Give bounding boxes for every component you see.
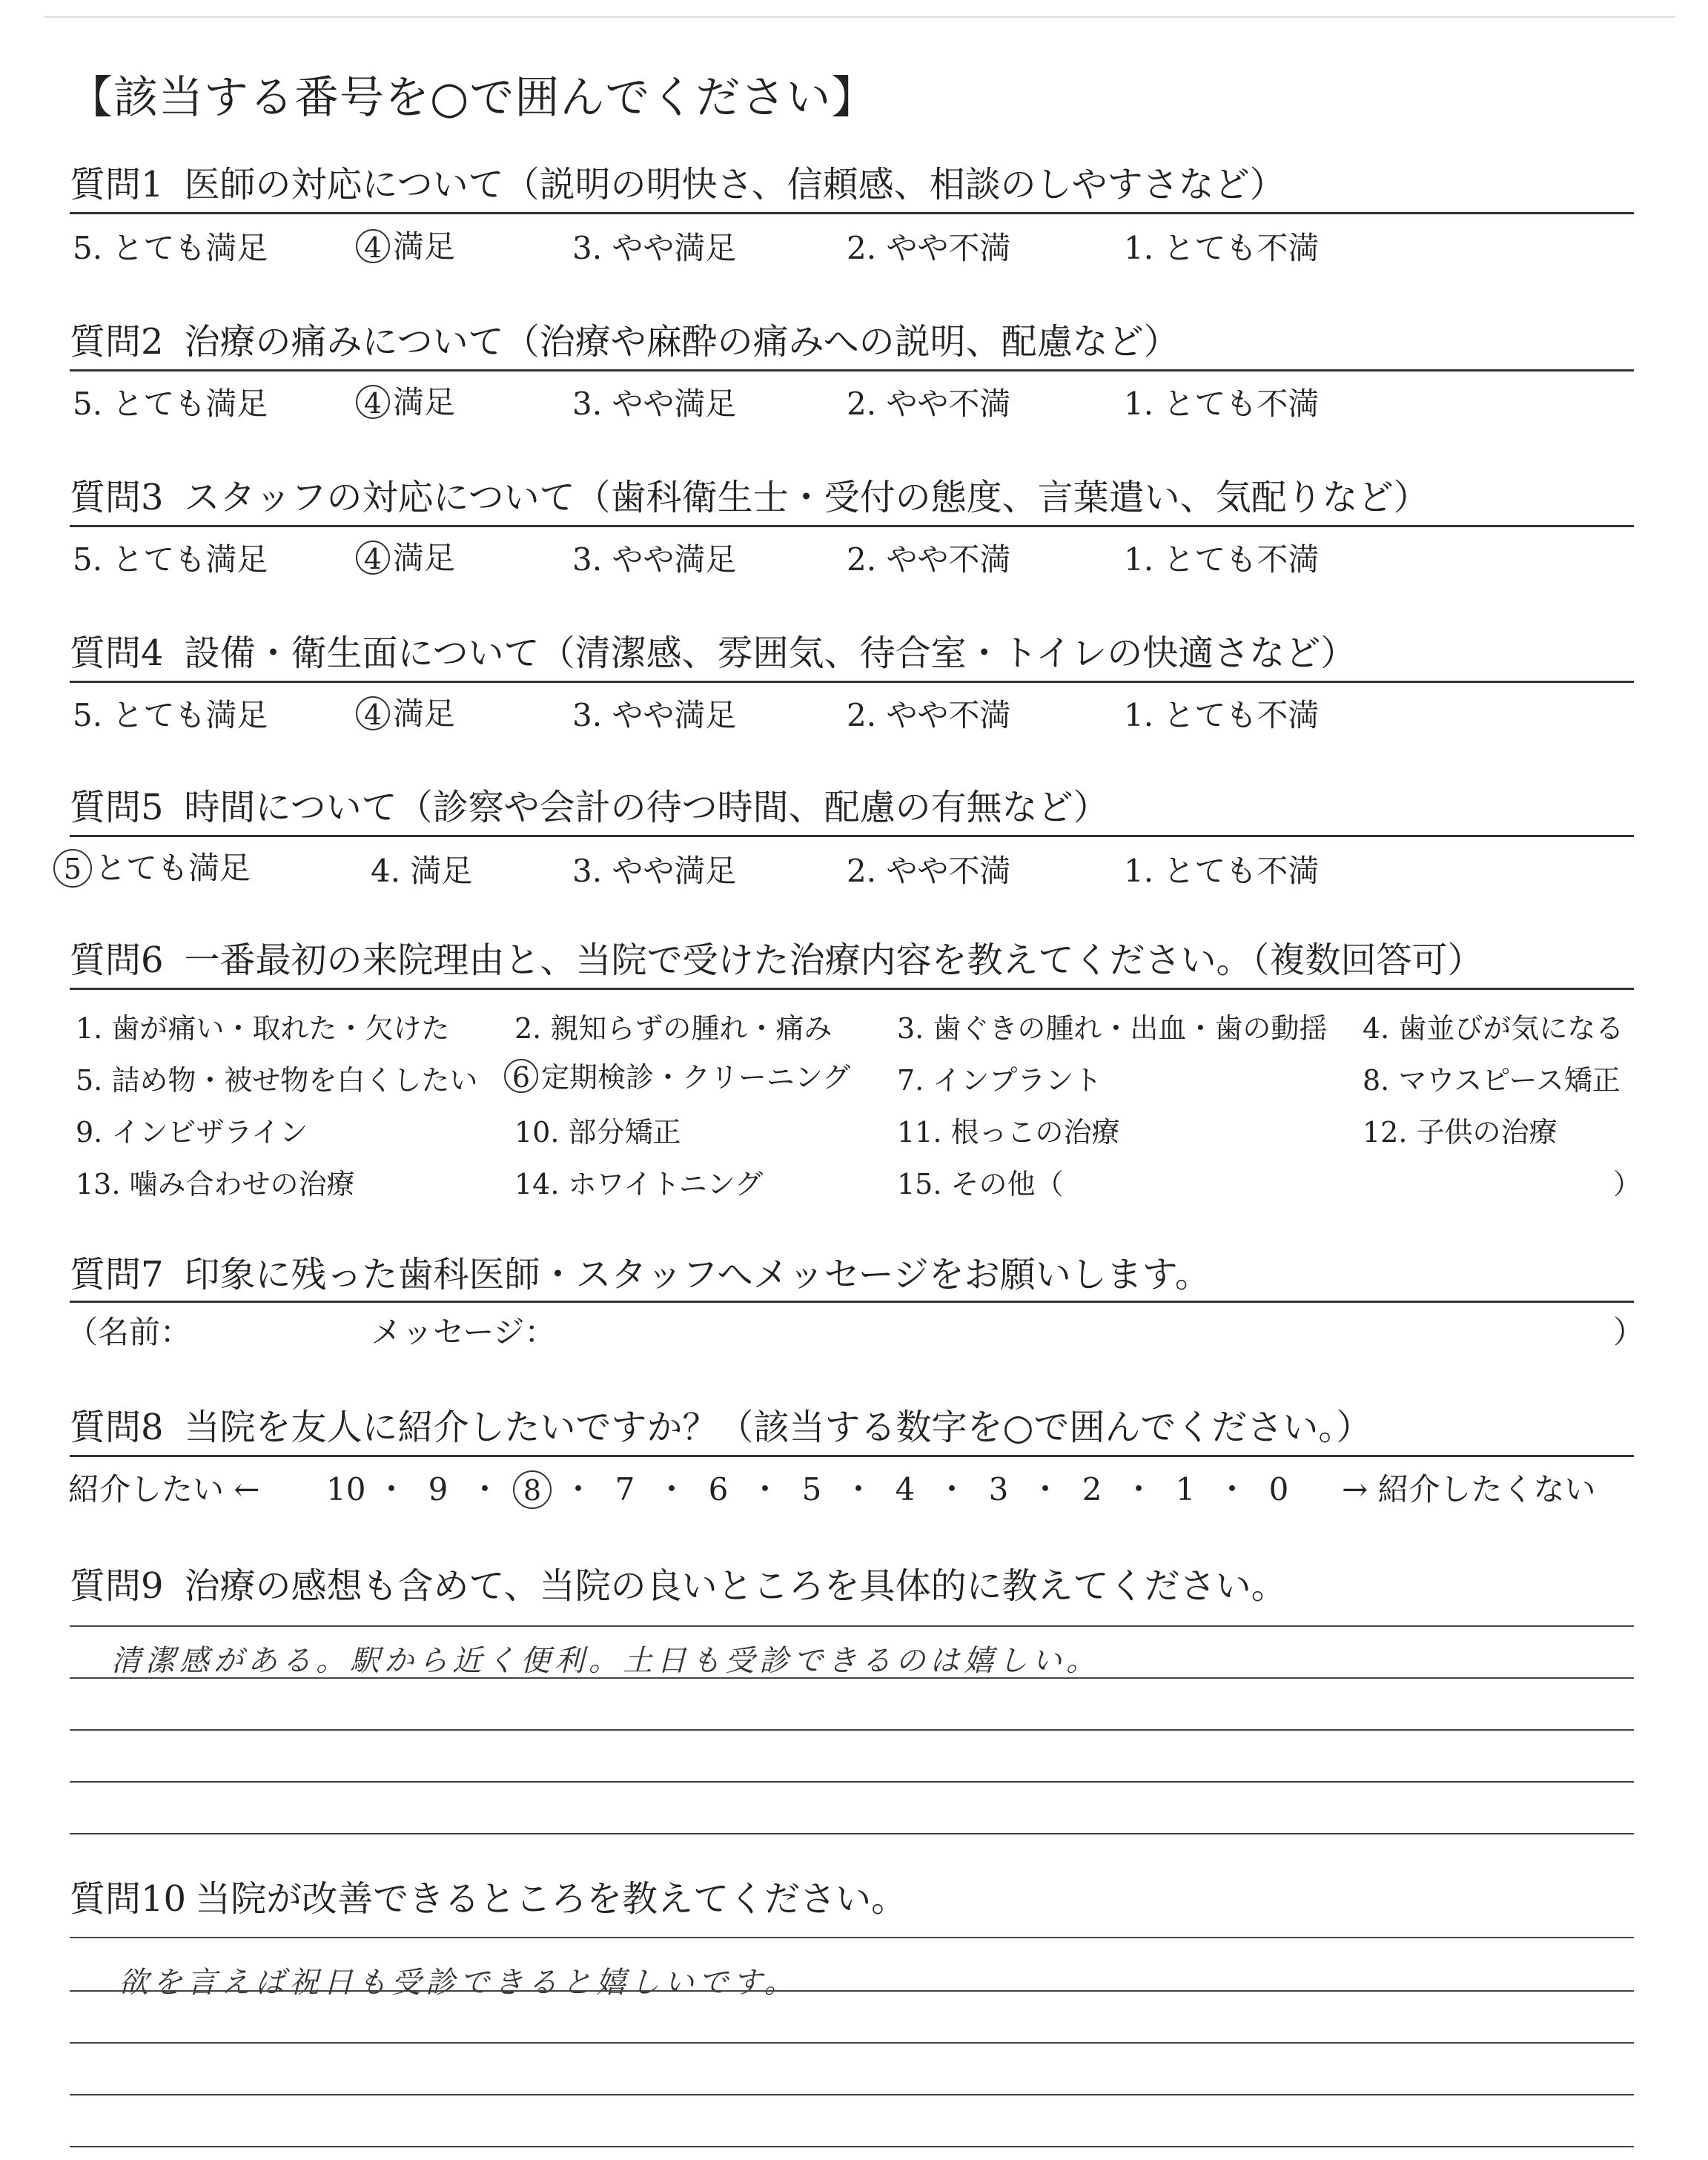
option-label: 定期検診・クリーニング (541, 1061, 851, 1094)
scale-option-10[interactable]: 10 (326, 1471, 366, 1507)
option-1[interactable]: 1. とても不満 (1124, 697, 1320, 733)
option-1[interactable]: 1. とても不満 (1124, 853, 1320, 889)
question-text: 医師の対応について（説明の明快さ、信頼感、相談のしやすさなど） (184, 164, 1285, 205)
question-text: 時間について（診察や会計の待つ時間、配慮の有無など） (184, 787, 1109, 828)
scale-right-label: → 紹介したくない (1342, 1471, 1596, 1507)
question-number: 質問4 (70, 633, 164, 674)
scale-option-2[interactable]: 2 (1082, 1471, 1102, 1507)
answer-line (70, 1833, 1634, 1834)
question-8 (70, 1406, 1634, 1449)
question-text: 一番最初の来院理由と、当院で受けた治療内容を教えてください。（複数回答可） (184, 939, 1483, 981)
question-3 (70, 476, 1634, 519)
checkbox-item-6-selected[interactable] (504, 1054, 850, 1095)
option-4[interactable]: 4. 満足 (371, 853, 473, 889)
option-2[interactable]: 2. やや不満 (847, 230, 1011, 266)
option-label: 満足 (393, 384, 456, 420)
checkbox-item-15[interactable]: 15. その他（ (897, 1168, 1064, 1200)
circled-number: 4 (356, 541, 390, 575)
divider (70, 525, 1634, 527)
message-close-paren: ） (1613, 1314, 1645, 1350)
question-9 (70, 1565, 1634, 1608)
question-number: 質問10 (70, 1878, 187, 1920)
handwritten-answer[interactable]: 清潔感がある。駅から近く便利。土日も受診できるのは嬉しい。 (111, 1644, 1100, 1678)
checkbox-item-12[interactable]: 12. 子供の治療 (1363, 1116, 1558, 1149)
scale-option-7[interactable]: 7 (615, 1471, 635, 1507)
scale-separator: ・ (936, 1471, 967, 1507)
question-text: 印象に残った歯科医師・スタッフへメッセージをお願いします。 (184, 1254, 1211, 1295)
question-number: 質問6 (70, 939, 164, 981)
question-7 (70, 1253, 1634, 1296)
other-close-paren: ） (1613, 1168, 1642, 1200)
scale-option-4[interactable]: 4 (895, 1471, 916, 1507)
message-field-label: メッセージ： (371, 1314, 556, 1350)
divider (70, 1301, 1634, 1303)
checkbox-item-10[interactable]: 10. 部分矯正 (514, 1116, 681, 1149)
scale-separator: ・ (842, 1471, 874, 1507)
answer-line (70, 2146, 1634, 2147)
scale-separator: ・ (1122, 1471, 1154, 1507)
checkbox-item-4[interactable]: 4. 歯並びが気になる (1363, 1012, 1624, 1045)
checkbox-item-3[interactable]: 3. 歯ぐきの腫れ・出血・歯の動揺 (897, 1012, 1328, 1045)
scale-option-9[interactable]: 9 (428, 1471, 448, 1507)
divider (70, 212, 1634, 214)
question-number: 質問9 (70, 1565, 164, 1607)
option-3[interactable]: 3. やや満足 (572, 541, 737, 578)
question-number: 質問1 (70, 164, 164, 205)
question-text: スタッフの対応について（歯科衛生士・受付の態度、言葉遣い、気配りなど） (184, 477, 1429, 518)
option-4-selected[interactable] (356, 690, 455, 734)
question-4 (70, 632, 1634, 675)
page-title: 【該当する番号を○で囲んでください】 (68, 72, 877, 124)
option-3[interactable]: 3. やや満足 (572, 697, 737, 733)
checkbox-item-14[interactable]: 14. ホワイトニング (514, 1168, 764, 1200)
option-1[interactable]: 1. とても不満 (1124, 541, 1320, 578)
divider (70, 835, 1634, 837)
option-label: 満足 (393, 540, 456, 576)
answer-line (70, 2042, 1634, 2044)
option-5[interactable]: 5. とても満足 (73, 541, 268, 578)
checkbox-item-11[interactable]: 11. 根っこの治療 (897, 1116, 1120, 1149)
option-2[interactable]: 2. やや不満 (847, 541, 1011, 578)
answer-line (70, 1625, 1634, 1627)
answer-line (70, 1781, 1634, 1783)
scale-option-1[interactable]: 1 (1175, 1471, 1196, 1507)
recommend-scale (326, 1465, 1297, 1510)
option-5[interactable]: 5. とても満足 (73, 386, 268, 422)
scale-left-label: 紹介したい ← (68, 1471, 260, 1507)
question-text: 設備・衛生面について（清潔感、雰囲気、待合室・トイレの快適さなど） (184, 633, 1357, 674)
option-3[interactable]: 3. やや満足 (572, 853, 737, 889)
option-4-selected[interactable] (356, 378, 455, 423)
question-text: 治療の感想も含めて、当院の良いところを具体的に教えてください。 (184, 1565, 1287, 1607)
scale-option-6[interactable]: 6 (708, 1471, 729, 1507)
question-number: 質問7 (70, 1254, 164, 1295)
question-number: 質問3 (70, 477, 164, 518)
circled-number: 4 (356, 385, 390, 419)
option-3[interactable]: 3. やや満足 (572, 230, 737, 266)
option-5[interactable]: 5. とても満足 (73, 697, 268, 733)
answer-line (70, 1677, 1634, 1679)
answer-line (70, 1937, 1634, 1938)
question-text: 当院を友人に紹介したいですか？（該当する数字を○で囲んでください。） (184, 1407, 1372, 1448)
scale-option-3[interactable]: 3 (988, 1471, 1009, 1507)
handwritten-answer[interactable]: 欲を言えば祝日も受診できると嬉しいです。 (119, 1966, 798, 2000)
divider (70, 369, 1634, 371)
scale-option-0[interactable]: 0 (1268, 1471, 1289, 1507)
answer-line (70, 2094, 1634, 2095)
divider (70, 988, 1634, 990)
scale-separator: ・ (375, 1471, 407, 1507)
checkbox-item-13[interactable]: 13. 噛み合わせの治療 (76, 1168, 355, 1200)
scale-separator: ・ (1216, 1471, 1248, 1507)
scale-separator: ・ (469, 1471, 500, 1507)
checkbox-item-9[interactable]: 9. インビザライン (76, 1116, 308, 1149)
circled-number: 6 (504, 1059, 538, 1093)
checkbox-item-7[interactable]: 7. インプラント (897, 1064, 1102, 1097)
name-field-label: （名前： (67, 1314, 192, 1350)
scale-option-8[interactable] (513, 1470, 550, 1509)
option-label: 満足 (393, 228, 456, 265)
question-number: 質問8 (70, 1407, 164, 1448)
checkbox-item-8[interactable]: 8. マウスピース矯正 (1363, 1064, 1621, 1097)
option-1[interactable]: 1. とても不満 (1124, 386, 1320, 422)
question-number: 質問2 (70, 321, 164, 363)
top-border (44, 16, 1675, 18)
scale-separator: ・ (655, 1471, 687, 1507)
question-2 (70, 320, 1634, 363)
question-number: 質問5 (70, 787, 164, 828)
option-4-selected[interactable] (356, 534, 455, 578)
option-3[interactable]: 3. やや満足 (572, 386, 737, 422)
circled-number: 4 (356, 229, 390, 263)
scale-separator: ・ (1029, 1471, 1061, 1507)
divider (70, 681, 1634, 683)
answer-line (70, 1729, 1634, 1731)
option-label: 満足 (393, 696, 456, 732)
checkbox-item-1[interactable]: 1. 歯が痛い・取れた・欠けた (76, 1012, 450, 1045)
scale-option-5[interactable]: 5 (801, 1471, 822, 1507)
checkbox-item-2[interactable]: 2. 親知らずの腫れ・痛み (514, 1012, 833, 1045)
divider (70, 1455, 1634, 1457)
question-text: 治療の痛みについて（治療や麻酔の痛みへの説明、配慮など） (184, 321, 1179, 363)
question-text: 当院が改善できるところを教えてください。 (195, 1878, 907, 1920)
option-2[interactable]: 2. やや不満 (847, 697, 1011, 733)
answer-line (70, 1990, 1634, 1992)
scale-separator: ・ (562, 1471, 594, 1507)
question-1 (70, 163, 1634, 206)
scale-separator: ・ (749, 1471, 781, 1507)
question-10 (70, 1877, 1634, 1920)
option-1[interactable]: 1. とても不満 (1124, 230, 1320, 266)
option-2[interactable]: 2. やや不満 (847, 853, 1011, 889)
question-5 (70, 786, 1634, 829)
circled-number: 8 (513, 1470, 552, 1509)
option-5[interactable]: 5. とても満足 (73, 230, 268, 266)
option-4-selected[interactable] (356, 222, 455, 267)
checkbox-item-5[interactable]: 5. 詰め物・被せ物を白くしたい (76, 1064, 478, 1097)
question-6 (70, 939, 1634, 982)
option-5-selected[interactable] (53, 844, 251, 888)
option-label: とても満足 (95, 850, 251, 886)
circled-number: 4 (356, 696, 390, 730)
circled-number: 5 (53, 849, 92, 888)
option-2[interactable]: 2. やや不満 (847, 386, 1011, 422)
